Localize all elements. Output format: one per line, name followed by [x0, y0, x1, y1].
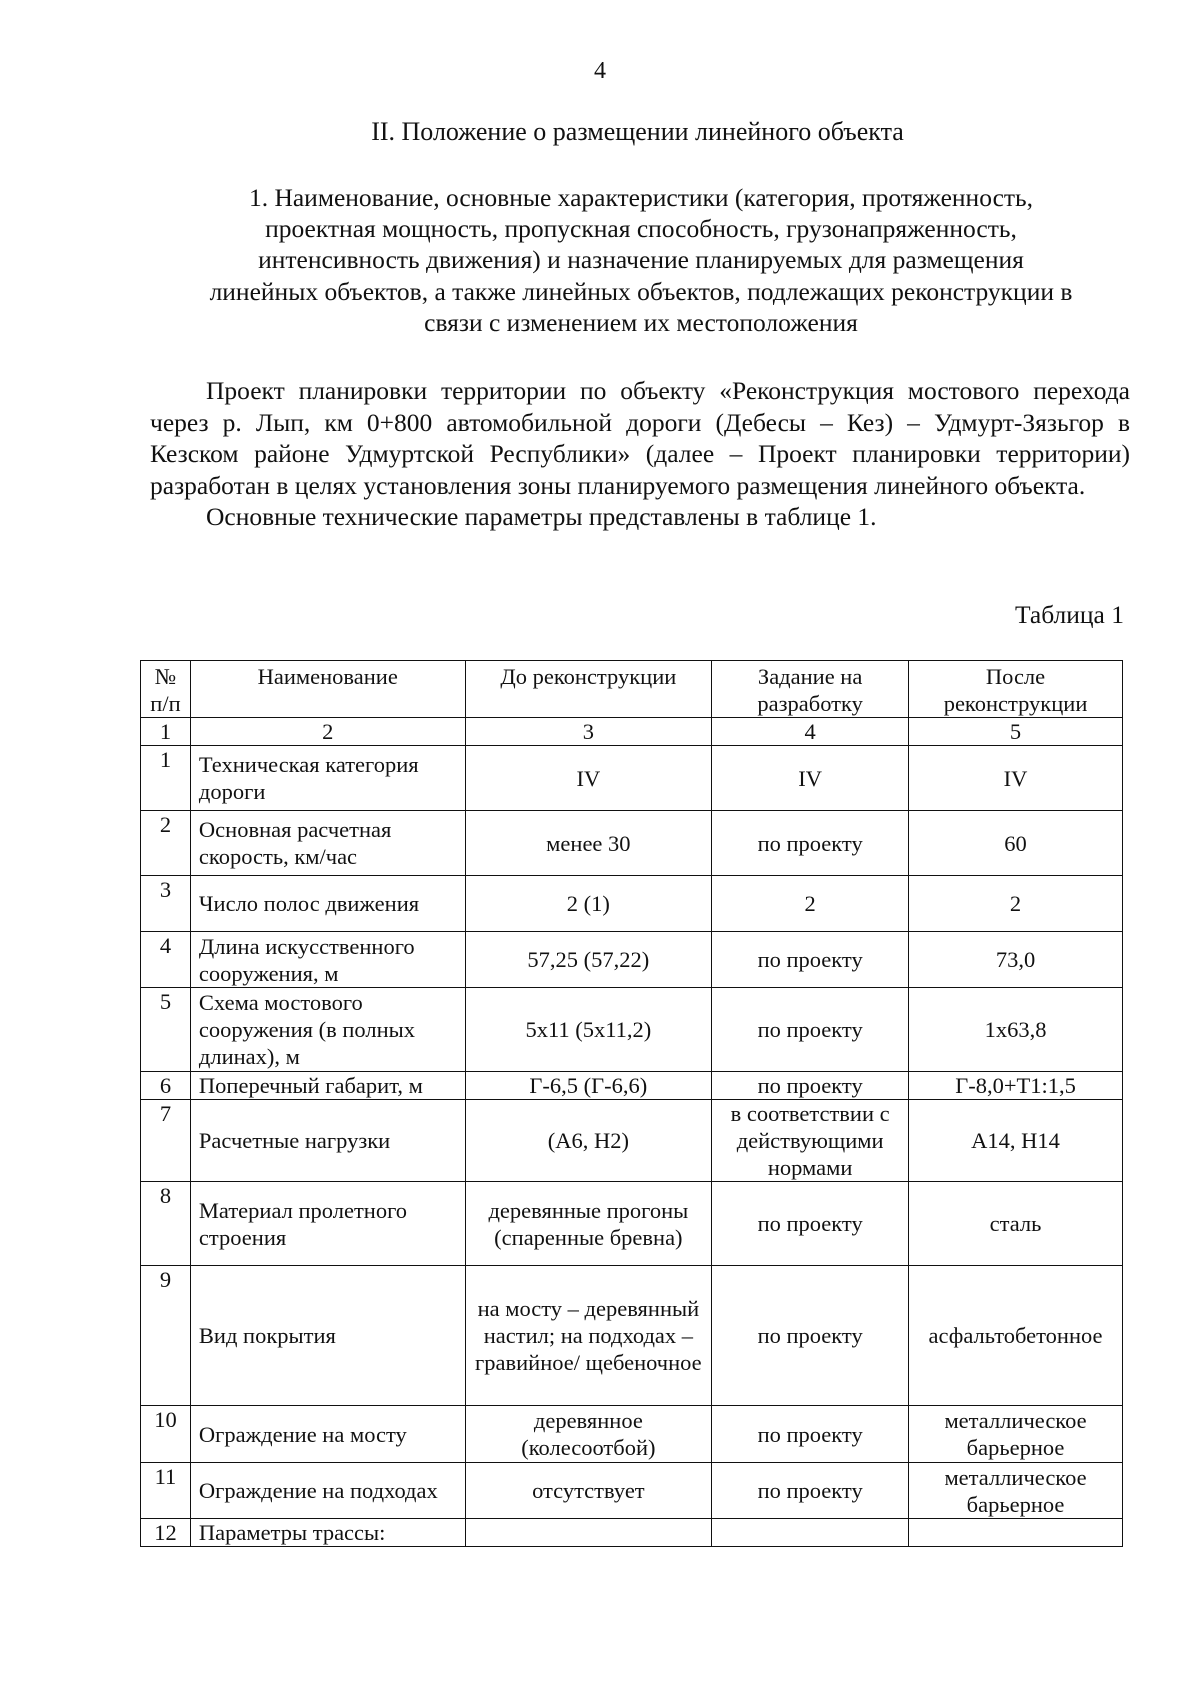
table-row [141, 1406, 1123, 1463]
table-row [141, 932, 1123, 988]
column-number: 1 [141, 718, 191, 746]
table-row [141, 746, 1123, 811]
row-name: Ограждение на мосту [190, 1406, 465, 1463]
table-header-row [141, 661, 1123, 718]
header-cell: № п/п [141, 661, 191, 718]
section-title: II. Положение о размещении линейного объекта [371, 117, 904, 146]
cell-after: металлическое барьерное [909, 1463, 1123, 1519]
row-name: Ограждение на подходах [190, 1463, 465, 1519]
row-name: Техническая категория дороги [190, 746, 465, 811]
cell-after: 60 [909, 811, 1123, 876]
cell-before: деревянное (колесоотбой) [465, 1406, 712, 1463]
table-row [141, 1182, 1123, 1266]
cell-after: А14, Н14 [909, 1100, 1123, 1182]
column-number: 3 [465, 718, 712, 746]
row-name: Число полос движения [190, 876, 465, 932]
cell-before: IV [465, 746, 712, 811]
cell-task: по проекту [712, 1406, 909, 1463]
table-row [141, 1266, 1123, 1406]
table-caption: Таблица 1 [1014, 600, 1124, 629]
cell-before: 5x11 (5x11,2) [465, 988, 712, 1072]
cell-after: 73,0 [909, 932, 1123, 988]
cell-after [909, 1519, 1123, 1547]
cell-after: металлическое барьерное [909, 1406, 1123, 1463]
column-number: 5 [909, 718, 1123, 746]
row-number: 12 [141, 1519, 191, 1547]
column-number-row [141, 718, 1123, 746]
cell-task: по проекту [712, 988, 909, 1072]
cell-after: сталь [909, 1182, 1123, 1266]
row-number: 3 [141, 876, 191, 932]
cell-before: отсутствует [465, 1463, 712, 1519]
cell-after: асфальтобетонное [909, 1266, 1123, 1406]
row-number: 1 [141, 746, 191, 811]
row-name: Вид покрытия [190, 1266, 465, 1406]
cell-after: IV [909, 746, 1123, 811]
row-name: Основная расчетная скорость, км/час [190, 811, 465, 876]
row-name: Расчетные нагрузки [190, 1100, 465, 1182]
heading-line: связи с изменением их местоположения [424, 307, 858, 337]
row-number: 4 [141, 932, 191, 988]
column-number: 4 [712, 718, 909, 746]
heading-line: интенсивность движения) и назначение планируемых для размещения [258, 245, 1024, 275]
header-cell: Наименование [190, 661, 465, 718]
cell-after: 2 [909, 876, 1123, 932]
cell-before: 2 (1) [465, 876, 712, 932]
page-number: 4 [594, 58, 606, 84]
cell-task: в соответствии с действующими нормами [712, 1100, 909, 1182]
row-name: Схема мостового сооружения (в полных длинах), м [190, 988, 465, 1072]
cell-task: по проекту [712, 1182, 909, 1266]
cell-before: менее 30 [465, 811, 712, 876]
table-row [141, 1100, 1123, 1182]
row-number: 5 [141, 988, 191, 1072]
cell-before: на мосту – деревянный настил; на подходах – гравийное/ щебеночное [465, 1266, 712, 1406]
table-row [141, 811, 1123, 876]
cell-before: 57,25 (57,22) [465, 932, 712, 988]
table-row [141, 1519, 1123, 1547]
cell-before: (А6, Н2) [465, 1100, 712, 1182]
row-number: 11 [141, 1463, 191, 1519]
row-name: Длина искусственного сооружения, м [190, 932, 465, 988]
heading-line: 1. Наименование, основные характеристики (категория, протяженность, [248, 183, 1034, 212]
row-number: 7 [141, 1100, 191, 1182]
table-row [141, 1072, 1123, 1100]
cell-task: IV [712, 746, 909, 811]
cell-after: 1x63,8 [909, 988, 1123, 1072]
paragraph: Проект планировки территории по объекту «Реконструкция мостового перехода через р. Лып, км 0+800 автомобильной дороги (Дебесы – Кез) – Удмурт-Зязьгор в Кезском районе Удмуртской Республики» (далее – Проект планировки территории) разработан в целях установления зоны планируемого размещения линейного объекта. [150, 376, 1130, 500]
header-cell: Задание на разработку [712, 661, 909, 718]
row-number: 9 [141, 1266, 191, 1406]
cell-task: по проекту [712, 1463, 909, 1519]
cell-before: Г-6,5 (Г-6,6) [465, 1072, 712, 1100]
heading-line: проектная мощность, пропускная способность, грузонапряженность, [265, 214, 1017, 244]
row-name: Параметры трассы: [190, 1519, 465, 1547]
row-name: Материал пролетного строения [190, 1182, 465, 1266]
heading-line: линейных объектов, а также линейных объектов, подлежащих реконструкции в [209, 276, 1073, 306]
cell-before [465, 1519, 712, 1547]
body-text [150, 375, 1130, 533]
row-number: 10 [141, 1406, 191, 1463]
row-name: Поперечный габарит, м [190, 1072, 465, 1100]
section-heading [146, 182, 1136, 338]
cell-task: 2 [712, 876, 909, 932]
parameters-table [140, 660, 1123, 1547]
row-number: 2 [141, 811, 191, 876]
cell-task: по проекту [712, 1266, 909, 1406]
header-cell: После реконструкции [909, 661, 1123, 718]
column-number: 2 [190, 718, 465, 746]
cell-task: по проекту [712, 1072, 909, 1100]
cell-before: деревянные прогоны (спаренные бревна) [465, 1182, 712, 1266]
row-number: 8 [141, 1182, 191, 1266]
table-row [141, 988, 1123, 1072]
table-row [141, 1463, 1123, 1519]
cell-task: по проекту [712, 811, 909, 876]
header-cell: До реконструкции [465, 661, 712, 718]
cell-task [712, 1519, 909, 1547]
cell-task: по проекту [712, 932, 909, 988]
paragraph: Основные технические параметры представлены в таблице 1. [206, 502, 877, 531]
cell-after: Г-8,0+Т1:1,5 [909, 1072, 1123, 1100]
row-number: 6 [141, 1072, 191, 1100]
table-row [141, 876, 1123, 932]
